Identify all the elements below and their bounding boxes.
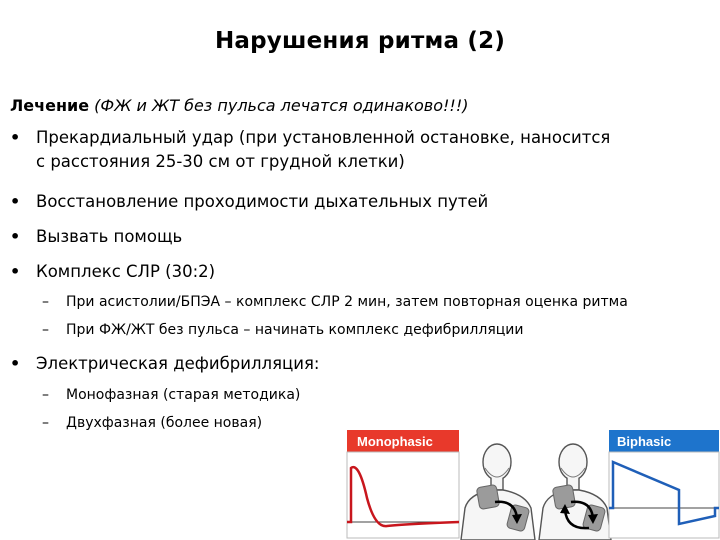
bullet-dot: • — [10, 262, 21, 281]
bullet-text-line2: с расстояния 25-30 см от грудной клетки) — [36, 152, 405, 171]
monophasic-panel — [347, 430, 459, 538]
defibrillation-figure — [345, 428, 720, 540]
defib-pad-icon — [552, 484, 576, 509]
patient-figure-monophasic — [461, 444, 535, 540]
bullet-dot: • — [10, 128, 21, 147]
bullet-dot: • — [10, 354, 21, 373]
bullet-dot: • — [10, 192, 21, 211]
bullet-dot: • — [10, 227, 21, 246]
bullet-text-line1: Прекардиальный удар (при установленной остановке, наносится — [36, 128, 611, 147]
treatment-subtitle — [10, 96, 469, 115]
slide-title: Нарушения ритма (2) — [214, 28, 506, 54]
bullet-defibrillation — [10, 352, 710, 376]
bullet-text: Вызвать помощь — [36, 227, 183, 246]
bullet-airway — [10, 190, 710, 214]
bullet-text: Восстановление проходимости дыхательных путей — [36, 192, 489, 211]
bullet-text: Комплекс СЛР (30:2) — [36, 262, 216, 281]
biphasic-label: Biphasic — [617, 434, 672, 449]
defib-pad-icon — [476, 484, 500, 509]
sub-item-text: Монофазная (старая методика) — [66, 387, 301, 403]
sub-item-text: При ФЖ/ЖТ без пульса – начинать комплекс дефибрилляции — [66, 322, 524, 338]
sub-item-text: Двухфазная (более новая) — [66, 415, 263, 431]
patient-figure-biphasic — [539, 444, 611, 540]
biphasic-panel — [609, 430, 719, 538]
treatment-label: Лечение — [10, 96, 90, 115]
bullet-precordial-thump — [10, 126, 710, 176]
defibrillation-illustration — [345, 428, 720, 540]
biphasic-plot-area — [609, 452, 719, 538]
sub-item-text: При асистолии/БПЭА – комплекс СЛР 2 мин, затем повторная оценка ритма — [66, 294, 628, 310]
bullet-call-help — [10, 225, 710, 249]
bullet-cpr — [10, 260, 710, 284]
bullet-text: Электрическая дефибрилляция: — [36, 354, 320, 373]
treatment-note: (ФЖ и ЖТ без пульса лечатся одинаково!!!) — [89, 96, 469, 115]
monophasic-label: Monophasic — [357, 434, 433, 449]
